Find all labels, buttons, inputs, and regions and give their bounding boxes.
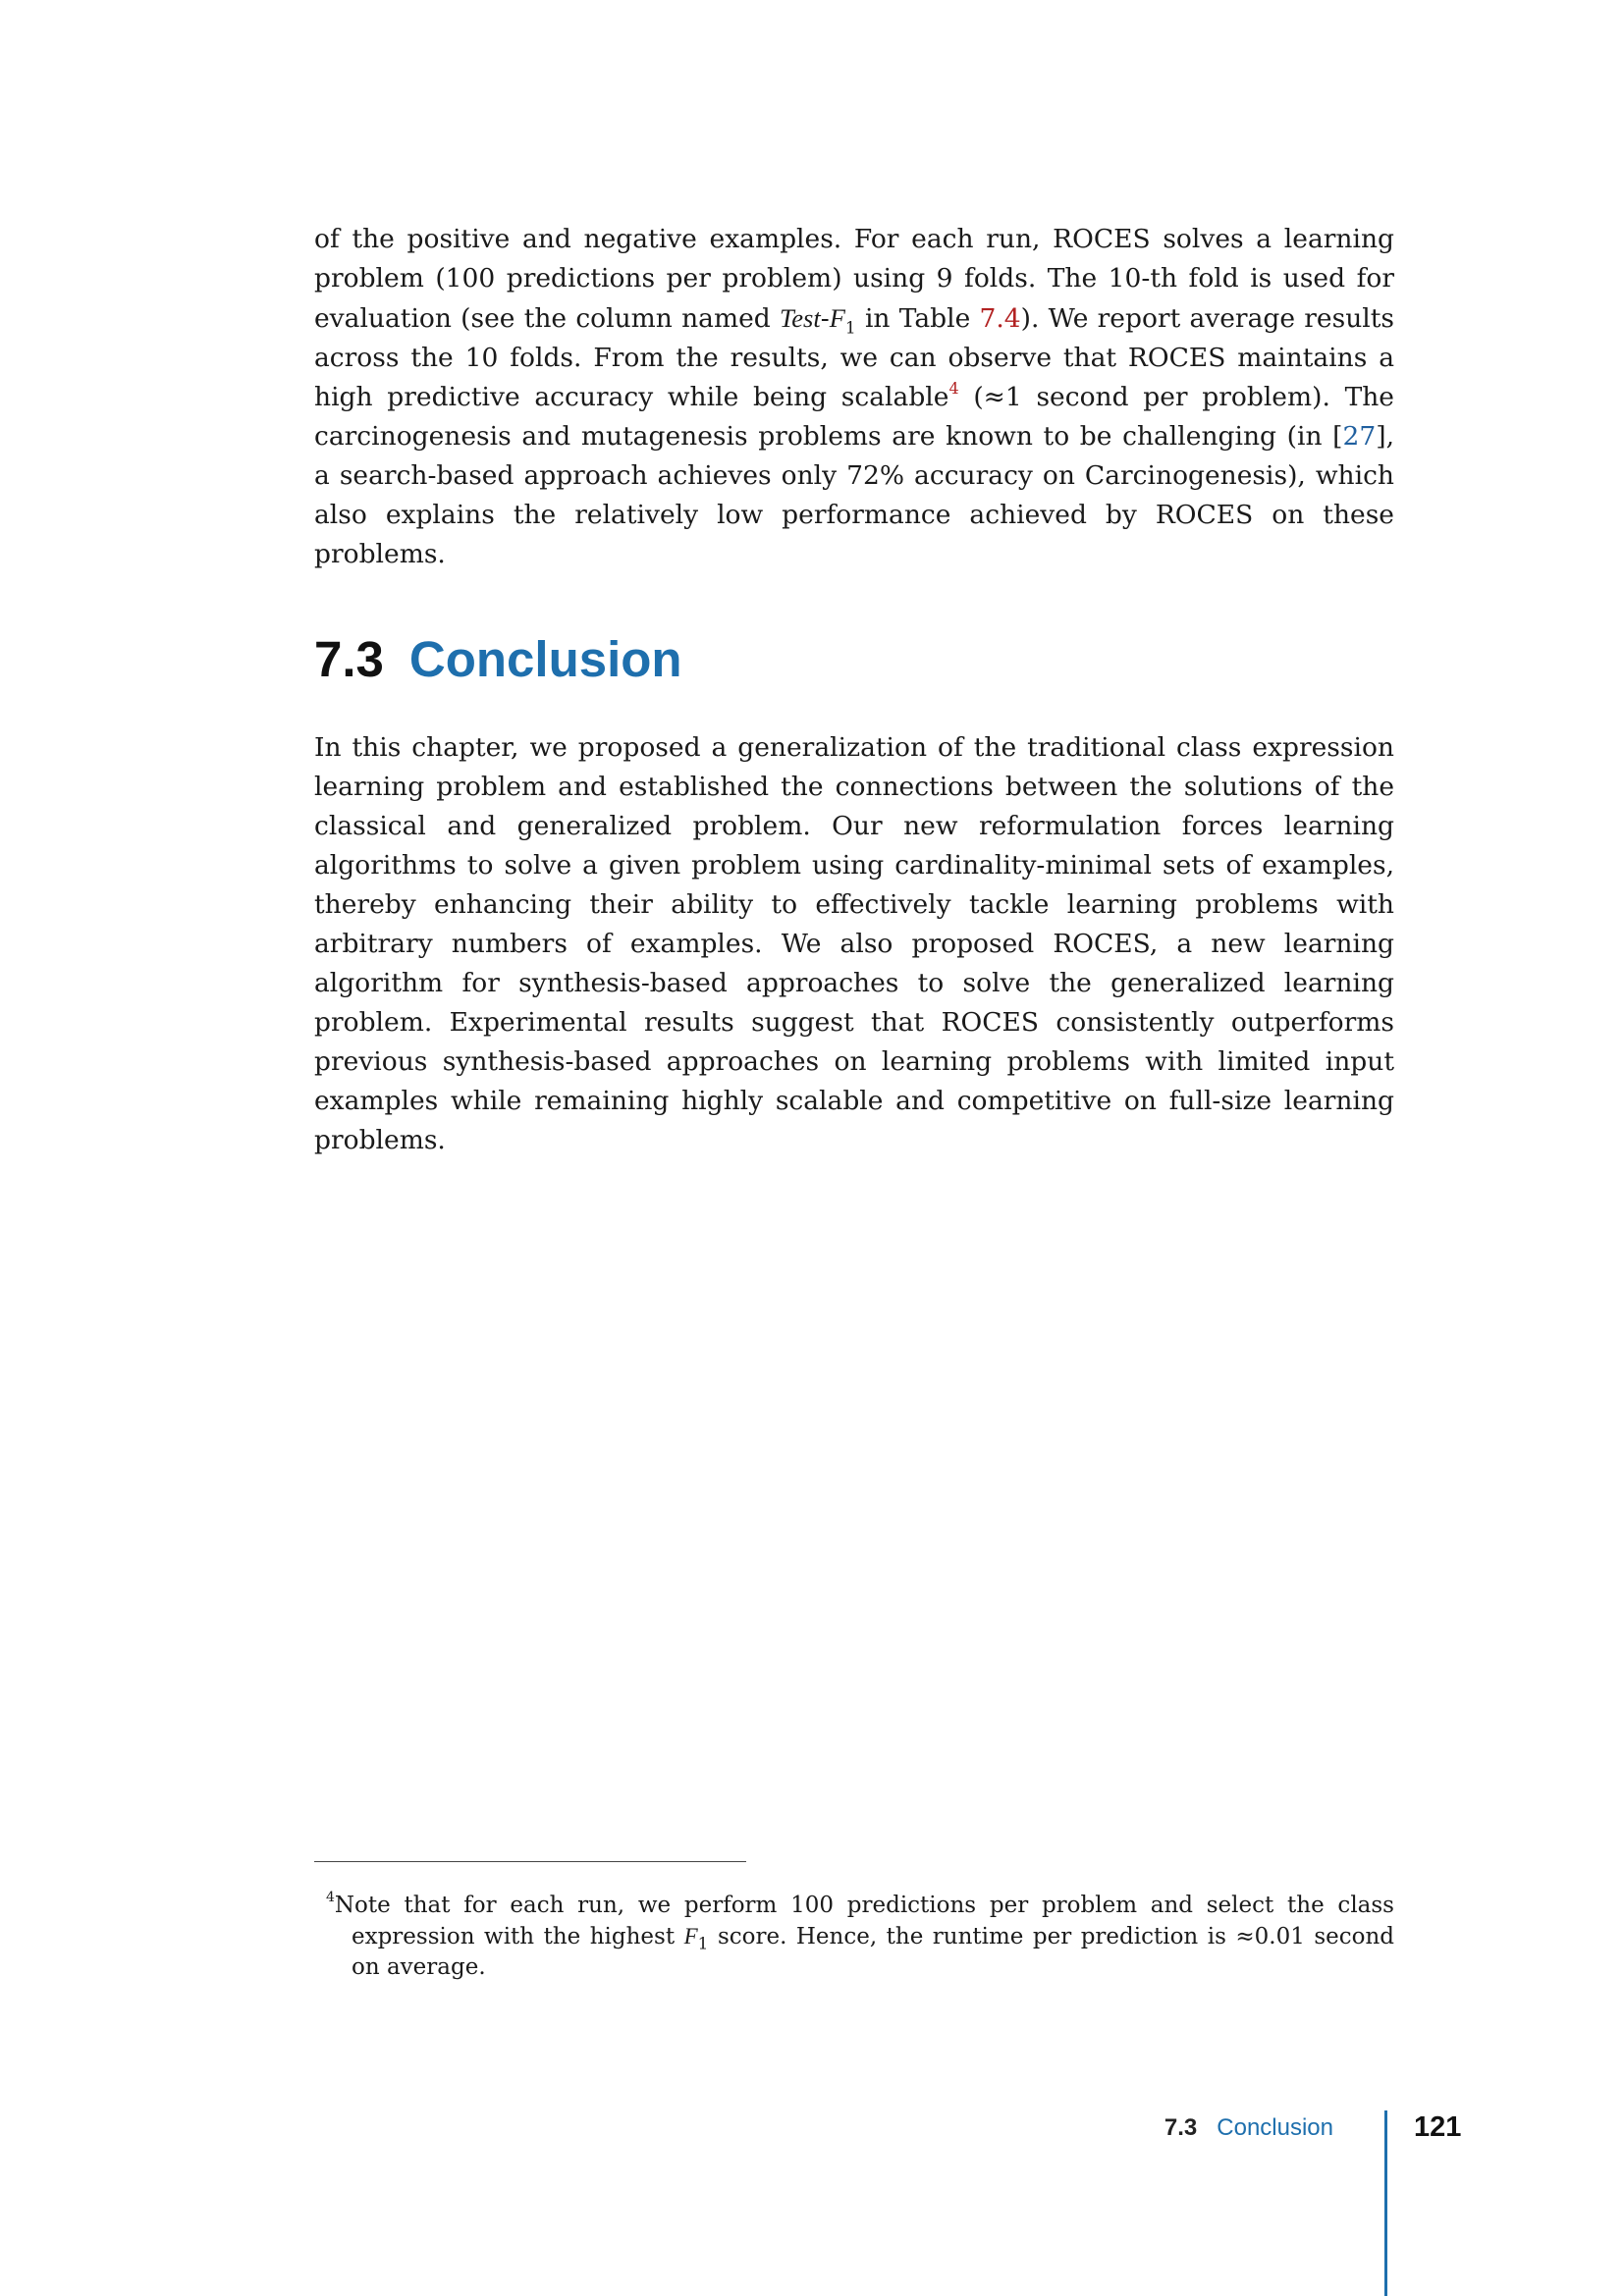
body-paragraph-results: [314, 220, 1394, 574]
citation-link[interactable]: 27: [1342, 420, 1377, 452]
paragraph-text: ). We report average results across the 10 folds. From the results, we can observe that ROCES maintains a high predictive accuracy while being scalable: [314, 302, 1394, 412]
footnote-marker-link[interactable]: 4: [948, 378, 959, 398]
footer-section-number: 7.3: [1164, 2114, 1198, 2141]
math-hyphen: -: [820, 302, 830, 334]
footnote-divider: [314, 1861, 746, 1862]
paragraph-text: of the positive and negative examples. For each run, ROCES solves a learning problem (100 predictions per problem) using 9 folds. The 10-th fold is used for evaluation (see the column named: [314, 223, 1394, 334]
paragraph-text: ], a search-based approach achieves only 72% accuracy on Carcinogenesis), which also explains the relatively low performance achieved by ROCES on these problems.: [314, 420, 1394, 569]
section-title: Conclusion: [408, 631, 682, 688]
section-heading: [314, 630, 682, 689]
paragraph-text: (≈1 second per problem). The carcinogenesis and mutagenesis problems are known to be challenging (in [: [314, 381, 1394, 452]
math-f: F: [829, 302, 845, 333]
footnote-text: score. Hence, the runtime per prediction is ≈0.01 second on average.: [352, 1924, 1395, 1980]
footnote-number: 4: [326, 1890, 335, 1906]
running-footer: [1080, 2113, 1333, 2143]
table-reference-link[interactable]: 7.4: [979, 302, 1021, 334]
math-test: Test: [779, 302, 821, 333]
math-f: F: [683, 1924, 698, 1949]
footer-vertical-rule: [1384, 2110, 1387, 2296]
body-paragraph-conclusion: In this chapter, we proposed a generalization of the traditional class expression learning problem and established the connections between the solutions of the classical and generalized problem. Our new reformulation forces learning algorithms to solve a given problem using cardinality-minimal sets of examples, thereby enhancing their ability to effectively tackle learning problems with arbitrary numbers of examples. We also proposed ROCES, a new learning algorithm for synthesis-based approaches to solve the generalized learning problem. Experimental results suggest that ROCES consistently outperforms previous synthesis-based approaches on learning problems with limited input examples while remaining highly scalable and competitive on full-size learning problems.: [314, 731, 1394, 1155]
math-subscript: 1: [697, 1934, 709, 1954]
footnote: [326, 1891, 1394, 1983]
paragraph-text: in Table: [855, 302, 980, 334]
section-number: 7.3: [314, 631, 384, 688]
math-subscript: 1: [844, 317, 856, 338]
page-number: 121: [1414, 2111, 1462, 2143]
footnote-text: Note that for each run, we perform 100 predictions per problem and select the class expression with the highest: [334, 1893, 1394, 1949]
footer-section-title: Conclusion: [1217, 2114, 1333, 2141]
